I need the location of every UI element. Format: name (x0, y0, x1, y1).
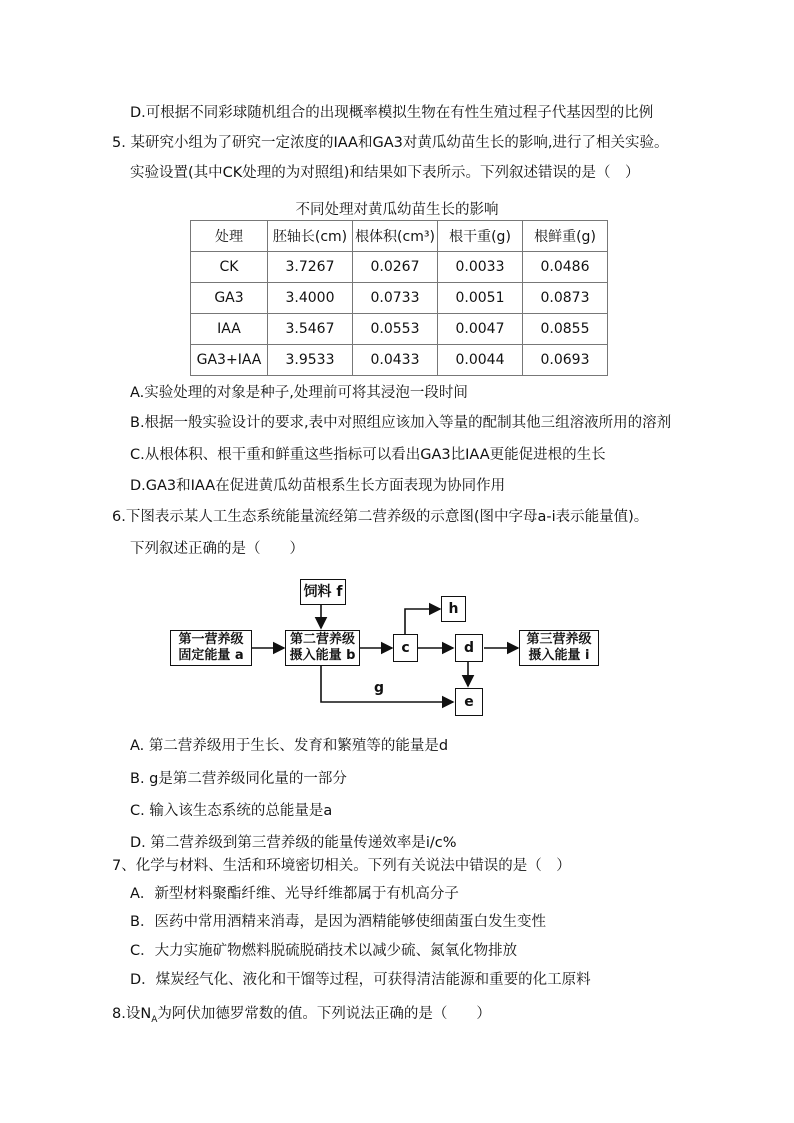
table-header-cell: 胚轴长(cm) (268, 221, 353, 252)
level3-box (519, 630, 599, 666)
table-cell: 0.0267 (353, 252, 438, 283)
node-d: d (455, 634, 483, 662)
node-h: h (441, 596, 466, 622)
level3-line2: 摄入能量 i (528, 648, 590, 663)
label-g: g (374, 680, 385, 696)
level2-box (285, 630, 360, 666)
table-cell: GA3 (191, 283, 268, 314)
table-caption: 不同处理对黄瓜幼苗生长的影响 (295, 202, 499, 218)
question-6-option-b: B. g是第二营养级同化量的一部分 (130, 771, 347, 787)
question-8-subscript: A (151, 1014, 158, 1025)
question-6-option-d: D. 第二营养级到第三营养级的能量传递效率是i/c% (130, 835, 457, 851)
level3-line1: 第三营养级 (526, 632, 592, 647)
table-header-cell: 根鲜重(g) (523, 221, 608, 252)
table-header-cell: 处理 (191, 221, 268, 252)
question-5-option-d: D.GA3和IAA在促进黄瓜幼苗根系生长方面表现为协同作用 (130, 478, 506, 494)
table-cell: GA3+IAA (191, 345, 268, 376)
question-7-stem: 7、化学与材料、生活和环境密切相关。下列有关说法中错误的是（ ） (112, 858, 571, 874)
arrow-c-to-h (405, 609, 440, 634)
question-5-stem-line1: 5. 某研究小组为了研究一定浓度的IAA和GA3对黄瓜幼苗生长的影响,进行了相关实验。 (112, 135, 669, 151)
level2-line1: 第二营养级 (289, 632, 355, 647)
level1-line1: 第一营养级 (178, 632, 244, 647)
table-cell: 0.0693 (523, 345, 608, 376)
table-cell: 0.0433 (353, 345, 438, 376)
question-7-option-d: D．煤炭经气化、液化和干馏等过程，可获得清洁能源和重要的化工原料 (130, 972, 591, 988)
arrow-b-to-e (321, 666, 453, 702)
question-8-rest: 为阿伏加德罗常数的值。下列说法正确的是（ ） (157, 1006, 491, 1022)
table-cell: 0.0051 (438, 283, 523, 314)
table-header-cell: 根干重(g) (438, 221, 523, 252)
table-cell: 0.0486 (523, 252, 608, 283)
question-5-option-c: C.从根体积、根干重和鲜重这些指标可以看出GA3比IAA更能促进根的生长 (130, 447, 606, 463)
table-cell: 0.0553 (353, 314, 438, 345)
table-cell: 3.5467 (268, 314, 353, 345)
node-c: c (393, 634, 418, 662)
level1-box (170, 630, 252, 666)
question-5-option-a: A.实验处理的对象是种子,处理前可将其浸泡一段时间 (130, 385, 468, 401)
question-8-stem (112, 1005, 491, 1029)
table-cell: 3.4000 (268, 283, 353, 314)
table-cell: 3.9533 (268, 345, 353, 376)
table-cell: 0.0033 (438, 252, 523, 283)
table-cell: 0.0855 (523, 314, 608, 345)
table-cell: 0.0733 (353, 283, 438, 314)
table-cell: 0.0873 (523, 283, 608, 314)
question-6-option-c: C. 输入该生态系统的总能量是a (130, 803, 333, 819)
table-cell: IAA (191, 314, 268, 345)
option-d-prev-question: D.可根据不同彩球随机组合的出现概率模拟生物在有性生殖过程子代基因型的比例 (130, 105, 654, 121)
table-cell: 3.7267 (268, 252, 353, 283)
table-cell: 0.0044 (438, 345, 523, 376)
table-cell: 0.0047 (438, 314, 523, 345)
question-6-stem-line2: 下列叙述正确的是（ ） (130, 541, 304, 557)
table-cell: CK (191, 252, 268, 283)
question-6-option-a: A. 第二营养级用于生长、发育和繁殖等的能量是d (130, 738, 449, 754)
question-7-option-a: A．新型材料聚酯纤维、光导纤维都属于有机高分子 (130, 886, 459, 902)
level1-line2: 固定能量 a (178, 648, 244, 663)
question-5-stem-line2: 实验设置(其中CK处理的为对照组)和结果如下表所示。下列叙述错误的是（ ） (130, 165, 640, 181)
node-e: e (455, 688, 483, 716)
question-6-stem-line1: 6.下图表示某人工生态系统能量流经第二营养级的示意图(图中字母a-i表示能量值)。 (112, 509, 649, 525)
feed-box: 饲料 f (300, 579, 346, 605)
level2-line2: 摄入能量 b (289, 648, 356, 663)
question-7-option-c: C．大力实施矿物燃料脱硫脱硝技术以减少硫、氮氧化物排放 (130, 943, 518, 959)
question-5-option-b: B.根据一般实验设计的要求,表中对照组应该加入等量的配制其他三组溶液所用的溶剂 (130, 415, 672, 431)
table-header-cell: 根体积(cm³) (353, 221, 438, 252)
question-8-prefix: 8.设N (112, 1006, 152, 1022)
question-7-option-b: B．医药中常用酒精来消毒，是因为酒精能够使细菌蛋白发生变性 (130, 914, 546, 930)
